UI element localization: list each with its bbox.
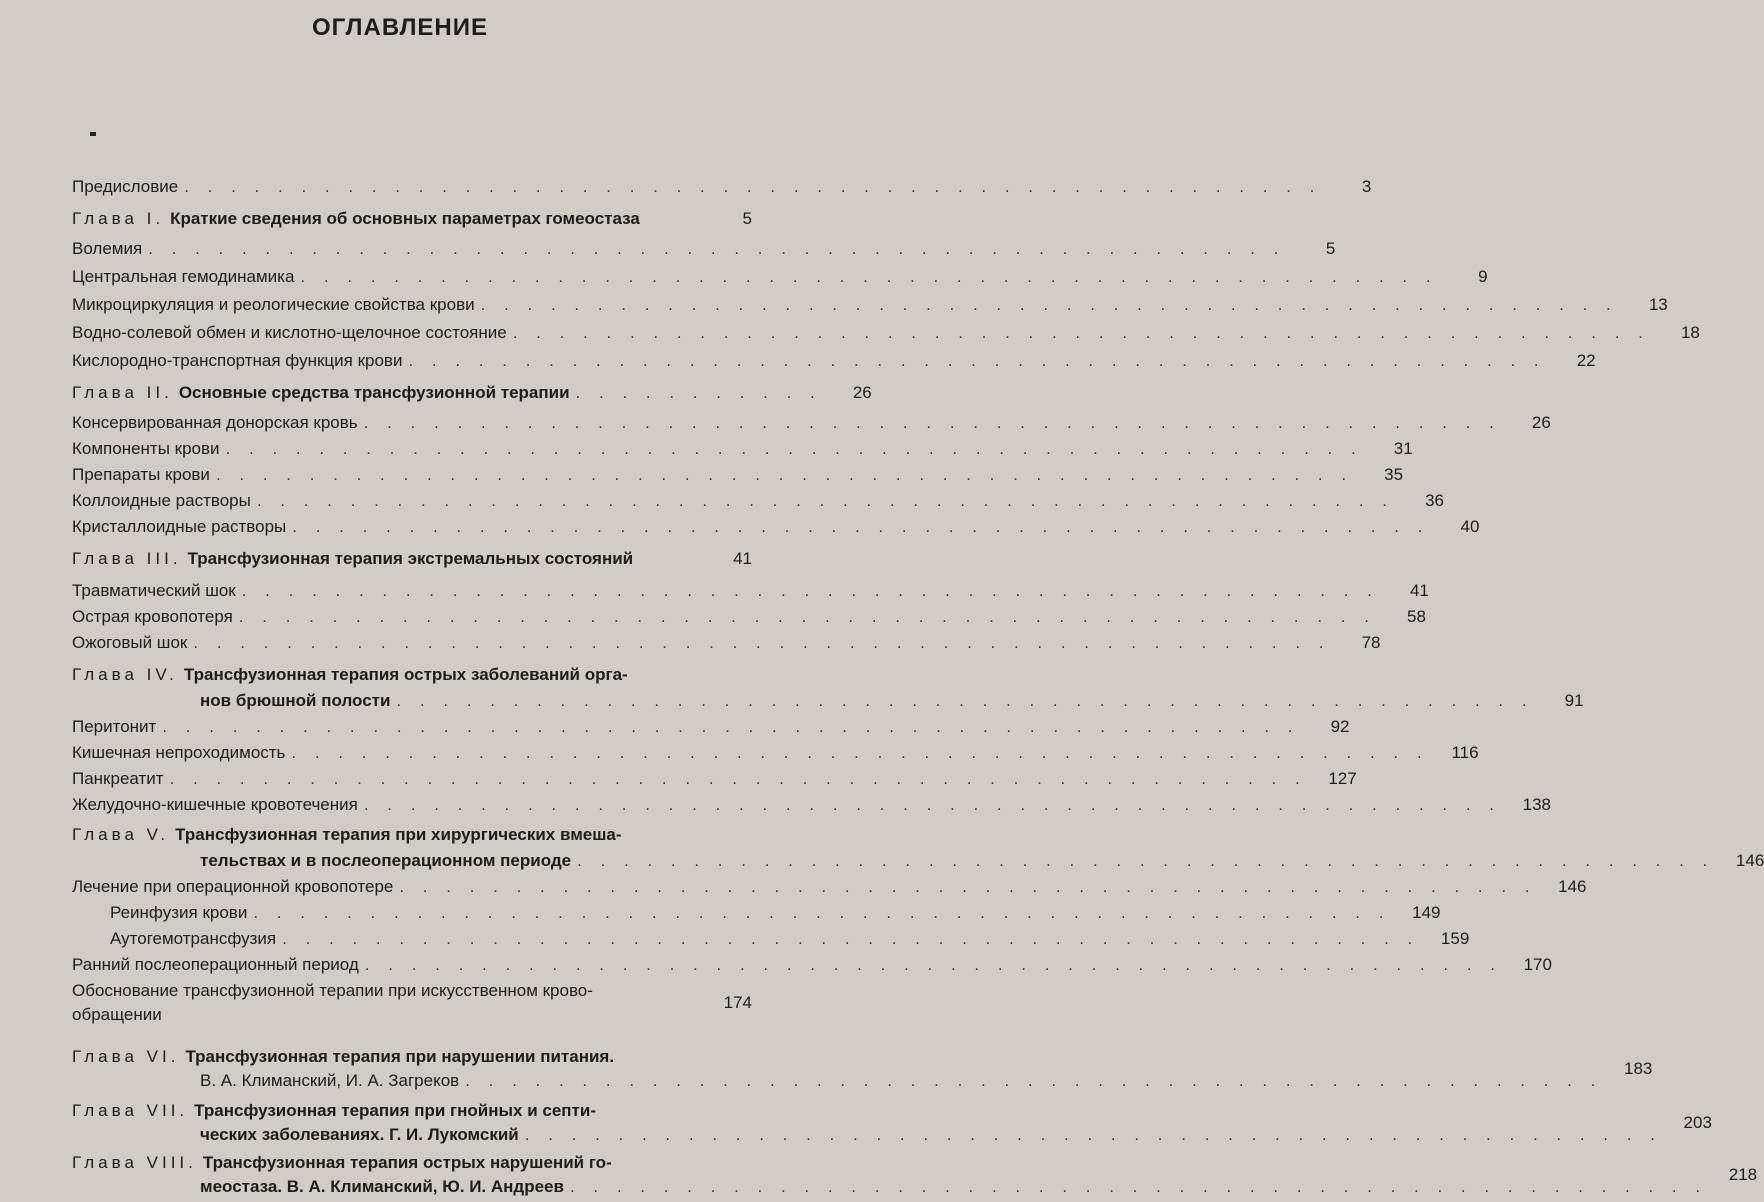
entry-page: 58 [1407,607,1426,626]
entry-page: 5 [742,209,752,228]
entry-page: 146 [1735,851,1764,870]
leader-dots: . . . . . . . . . . . . . . . . . . . . . . . . . . . . . . . . . . . . . . . . . . . . . . . . . [465,1071,1603,1090]
entry-title: Центральная гемодинамика [72,267,295,286]
toc-entry[interactable] [72,266,1488,288]
leader-dots: . . . . . . . . . . . . . . . . . . . . . . . . . . . . . . . . . . . . . . . . . . . . . . . . . [193,633,1331,652]
entry-page: 3 [1361,177,1372,196]
entry-title: Травматический шок [72,581,236,600]
entry-title: Панкреатит [72,769,164,788]
leader-dots: . . . . . . . . . . . . . . . . . . . . . . . . . . . . . . . . . . . . . . . . . . . . . . . . . [256,491,1394,510]
entry-title: Консервированная донорская кровь [72,413,358,432]
leader-dots: . . . . . . . . . . . . . . . . . . . . . . . . . . . . . . . . . . . . . . . . . . . . . . . . . [238,607,1376,626]
leader-dots: . . . . . . . . . . . . . . . . . . . . . . . . . . . . . . . . . . . . . . . . . . . . . . . . . [364,955,1502,974]
leader-dots: . . . . . . . . . . . [575,383,822,402]
toc-entry[interactable] [72,238,1336,260]
toc-entry[interactable] [72,954,1552,976]
entry-page: 92 [1330,717,1350,736]
toc-chapter[interactable] [72,664,1584,712]
entry-page: 36 [1425,491,1444,510]
entry-page: 26 [1531,413,1551,432]
toc-subentry[interactable] [110,902,1441,924]
chapter-title: Краткие сведения об основных параметрах гомеостаза [170,209,640,228]
leader-dots: . . . . . . . . . . . . . . . . . . . . . . . . . . . . . . . . . . . . . . . . . . . . . . . . . [512,323,1650,342]
chapter-title-cont: нов брюшной полости [200,691,391,710]
chapter-label: Глава VIII. [72,1153,197,1172]
entry-page: 5 [1325,239,1336,258]
entry-page: 26 [852,383,872,402]
entry-title: Обоснование трансфузионной терапии при искусственном крово- [72,981,593,1000]
toc-entry[interactable] [72,490,1444,512]
chapter-title: Трансфузионная терапия острых заболеваний орга- [183,665,628,684]
chapter-title: Трансфузионная терапия экстремальных состояний [187,549,634,568]
leader-dots: . . . . . . . . . . . . . . . . . . . . . . . . . . . . . . . . . . . . . . . . . . . . . . . . . [569,1177,1708,1196]
toc-chapter[interactable] [72,548,752,570]
toc-entry[interactable] [72,794,1552,816]
chapter-title-cont: тельствах и в послеоперационном периоде [200,851,572,870]
entry-title: Острая кровопотеря [72,607,233,626]
entry-page: 40 [1460,517,1480,536]
toc-entry[interactable] [72,322,1700,344]
leader-dots: . . . . . . . . . . . . . . . . . . . . . . . . . . . . . . . . . . . . . . . . . . . . . . . . . [282,929,1420,948]
toc-entry[interactable] [72,516,1480,538]
chapter-title: Основные средства трансфузионной терапии [178,383,570,402]
chapter-label: Глава VI. [72,1047,180,1066]
chapter-title-cont: ческих заболеваниях. Г. И. Лукомский [200,1125,519,1144]
toc-entry[interactable] [72,580,1429,602]
entry-title: Кристаллоидные растворы [72,517,287,536]
chapter-title: Трансфузионная терапия острых нарушений го- [202,1153,612,1172]
ink-speck [90,132,96,136]
entry-page: 91 [1564,691,1584,710]
leader-dots: . . . . . . . . . . . . . . . . . . . . . . . . . . . . . . . . . . . . . . . . . . . . . . . . . [215,465,1354,484]
entry-title: Предисловие [72,177,179,196]
entry-page: 35 [1384,465,1404,484]
entry-title: Аутогемотрансфузия [110,929,277,948]
toc-chapter[interactable] [72,1100,1712,1146]
leader-dots: . . . . . . . . . . . . . . . . . . . . . . . . . . . . . . . . . . . . . . . . . . . . . . . . . [363,795,1502,814]
toc-entry[interactable] [72,294,1668,316]
entry-title: Желудочно-кишечные кровотечения [72,795,358,814]
entry-page: 116 [1451,743,1479,762]
toc-entry[interactable] [72,632,1381,654]
entry-page: 149 [1412,903,1441,922]
toc-entry[interactable] [72,768,1357,790]
leader-dots: . . . . . . . . . . . . . . . . . . . . . . . . . . . . . . . . . . . . . . . . . . . . . . . . . [162,717,1300,736]
entry-page: 138 [1522,795,1552,814]
entry-page: 146 [1558,877,1587,896]
toc-chapter[interactable] [72,1152,1758,1198]
toc-entry[interactable] [72,412,1551,434]
toc-entry[interactable] [72,876,1587,898]
entry-page: 127 [1328,769,1357,788]
toc-entry[interactable] [72,980,752,1026]
entry-page: 183 [1623,1059,1653,1078]
toc-entry[interactable] [72,176,1372,198]
entry-page: 78 [1361,633,1381,652]
chapter-label: Глава IV. [72,665,178,684]
entry-title: Коллоидные растворы [72,491,251,510]
entry-page: 31 [1393,439,1413,458]
entry-title: Реинфузия крови [110,903,248,922]
leader-dots: . . . . . . . . . . . . . . . . . . . . . . . . . . . . . . . . . . . . . . . . . . . . . . . . . [363,413,1501,432]
entry-title: Микроциркуляция и реологические свойства крови [72,295,475,314]
entry-page: 41 [733,549,752,568]
toc-entry[interactable] [72,742,1479,764]
leader-dots: . . . . . . . . . . . . . . . . . . . . . . . . . . . . . . . . . . . . . . . . . . . . . . . . . [399,877,1537,896]
leader-dots: . . . . . . . . . . . . . . . . . . . . . . . . . . . . . . . . . . . . . . . . . . . . . . . . . [169,769,1307,788]
entry-title: Водно-солевой обмен и кислотно-щелочное состояние [72,323,507,342]
leader-dots: . . . . . . . . . . . . . . . . . . . . . . . . . . . . . . . . . . . . . . . . . . . . . . . . . [241,581,1379,600]
entry-page: 18 [1680,323,1700,342]
entry-title: Препараты крови [72,465,210,484]
toc-entry[interactable] [72,350,1596,372]
toc-entry[interactable] [72,464,1404,486]
leader-dots: . . . . . . . . . . . . . . . . . . . . . . . . . . . . . . . . . . . . . . . . . . . . . . . . . [480,295,1618,314]
entry-page: 218 [1728,1165,1758,1184]
chapter-authors: В. А. Климанский, И. А. Загреков [200,1071,460,1090]
leader-dots: . . . . . . . . . . . . . . . . . . . . . . . . . . . . . . . . . . . . . . . . . . . . . . . . . [253,903,1391,922]
leader-dots: . . . . . . . . . . . . . . . . . . . . . . . . . . . . . . . . . . . . . . . . . . . . . . . . . [300,267,1438,286]
entry-page: 170 [1523,955,1552,974]
leader-dots: . . . . . . . . . . . . . . . . . . . . . . . . . . . . . . . . . . . . . . . . . . . . . . . . . [291,743,1429,762]
chapter-label: Глава V. [72,825,170,844]
leader-dots: . . . . . . . . . . . . . . . . . . . . . . . . . . . . . . . . . . . . . . . . . . . . . . . . . [577,851,1715,870]
entry-title: Перитонит [72,717,157,736]
entry-title: Ранний послеоперационный период [72,955,359,974]
leader-dots: . . . . . . . . . . . . . . . . . . . . . . . . . . . . . . . . . . . . . . . . . . . . . . . . . [396,691,1534,710]
entry-page: 174 [723,993,752,1012]
entry-title: Компоненты крови [72,439,220,458]
chapter-title-cont: меостаза. В. А. Климанский, Ю. И. Андреев [200,1177,564,1196]
entry-page: 22 [1576,351,1596,370]
page-title: ОГЛАВЛЕНИЕ [311,14,489,41]
chapter-title: Трансфузионная терапия при нарушении питания. [185,1047,615,1066]
entry-title: Ожоговый шок [72,633,188,652]
entry-title: Кишечная непроходимость [72,743,286,762]
leader-dots: . . . . . . . . . . . . . . . . . . . . . . . . . . . . . . . . . . . . . . . . . . . . . . . . . [408,351,1546,370]
toc-subentry[interactable] [110,928,1470,950]
toc-entry[interactable] [72,716,1350,738]
entry-page: 203 [1683,1113,1712,1132]
entry-page: 41 [1409,581,1429,600]
leader-dots: . . . . . . . . . . . . . . . . . . . . . . . . . . . . . . . . . . . . . . . . . . . . . . . . . [524,1125,1662,1144]
leader-dots: . . . . . . . . . . . . . . . . . . . . . . . . . . . . . . . . . . . . . . . . . . . . . . . . . [148,239,1286,258]
toc-chapter[interactable] [72,382,872,404]
chapter-label: Глава VII. [72,1101,189,1120]
chapter-title: Трансфузионная терапия при гнойных и септи- [194,1101,596,1120]
entry-title: Кислородно-транспортная функция крови [72,351,403,370]
leader-dots: . . . . . . . . . . . . . . . . . . . . . . . . . . . . . . . . . . . . . . . . . . . . . . . . . [225,439,1363,458]
toc-chapter[interactable] [72,1046,1653,1092]
chapter-title: Трансфузионная терапия при хирургических вмеша- [175,825,622,844]
entry-title-cont: обращении [72,1005,162,1024]
entry-title: Волемия [72,239,143,258]
toc-entry[interactable] [72,438,1413,460]
leader-dots: . . . . . . . . . . . . . . . . . . . . . . . . . . . . . . . . . . . . . . . . . . . . . . . . . [292,517,1430,536]
toc-chapter[interactable] [72,208,752,230]
chapter-label: Глава II. [72,383,173,402]
entry-page: 13 [1648,295,1668,314]
leader-dots: . . . . . . . . . . . . . . . . . . . . . . . . . . . . . . . . . . . . . . . . . . . . . . . . . [184,177,1322,196]
chapter-label: Глава I. [72,209,165,228]
entry-page: 159 [1440,929,1470,948]
entry-page: 9 [1478,267,1488,286]
toc-entry[interactable] [72,606,1426,628]
chapter-label: Глава III. [72,549,182,568]
entry-title: Лечение при операционной кровопотере [72,877,394,896]
toc-chapter[interactable] [72,824,1764,872]
